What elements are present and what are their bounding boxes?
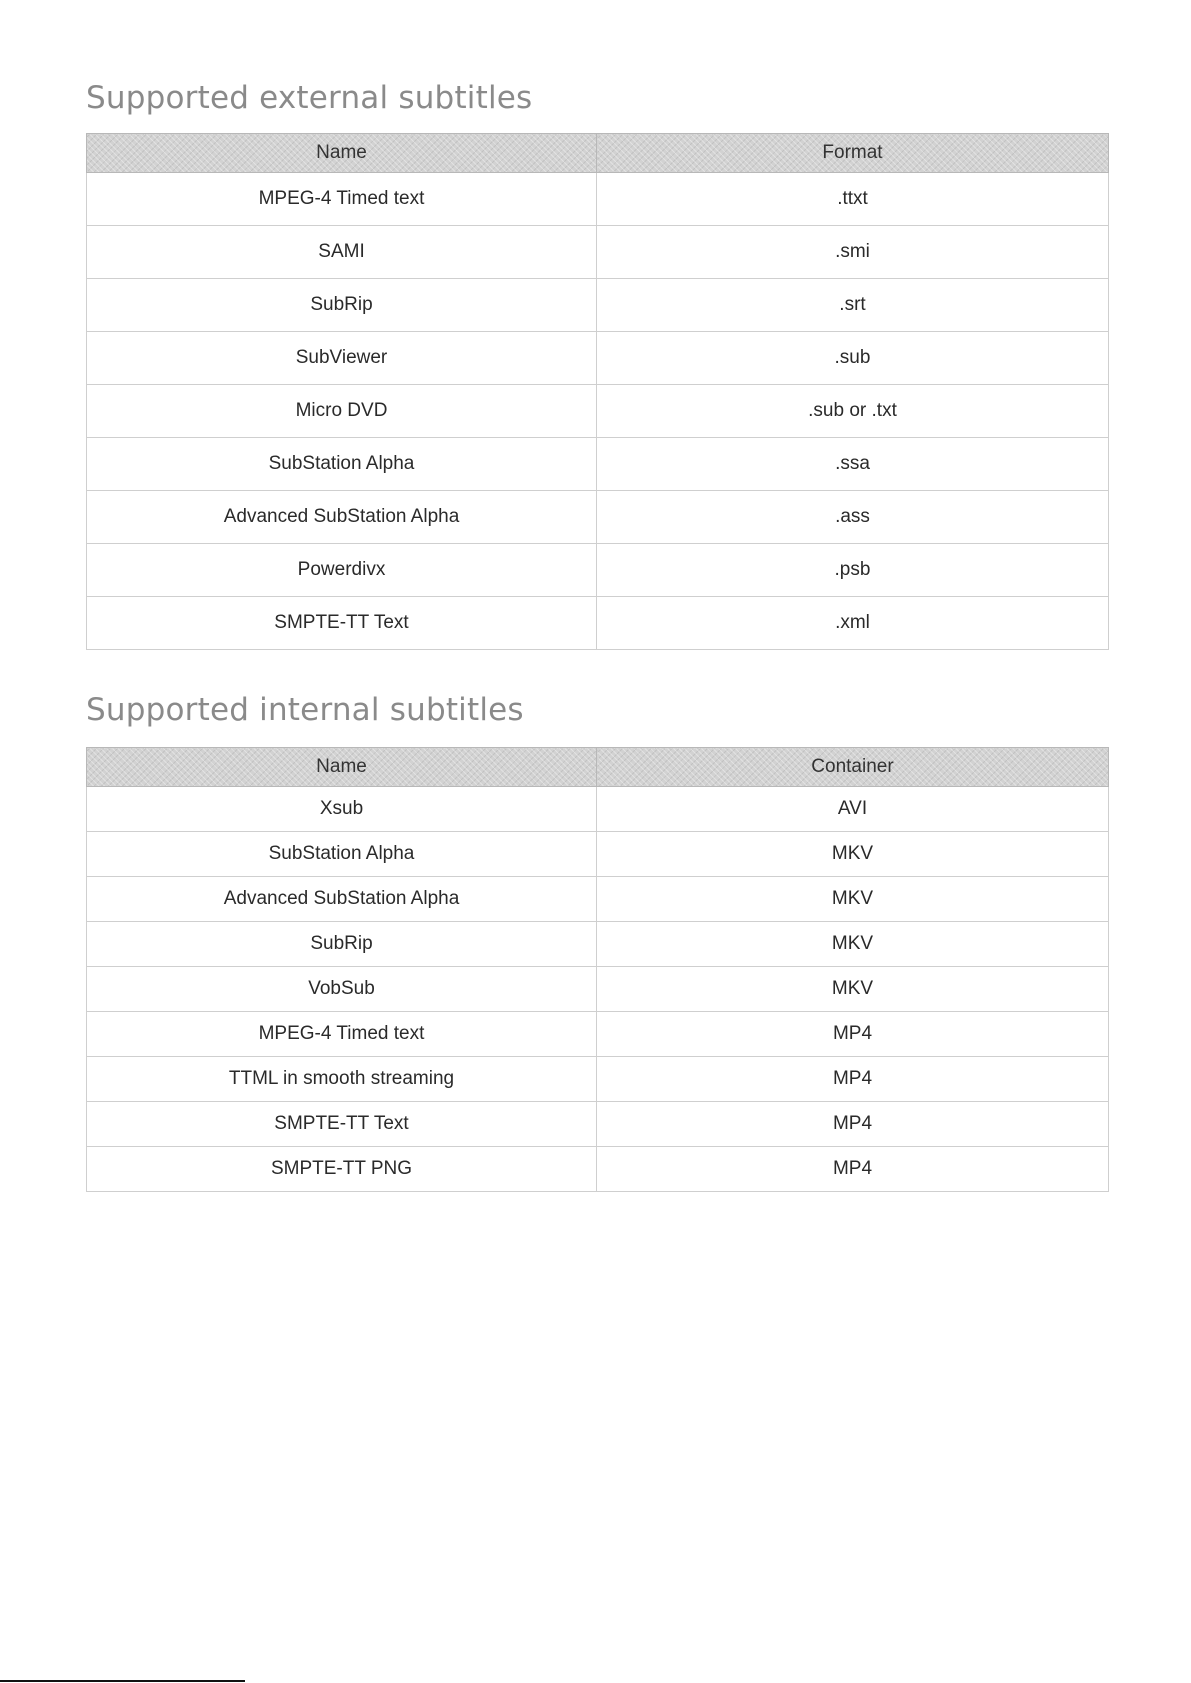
internal-subtitles-table — [86, 747, 1109, 1192]
subtitle-format-cell: .smi — [597, 226, 1109, 279]
subtitle-container-cell: MKV — [597, 967, 1109, 1012]
column-header-name: Name — [87, 748, 597, 787]
table-row — [87, 438, 1109, 491]
subtitle-format-cell: .xml — [597, 597, 1109, 650]
table-row — [87, 279, 1109, 332]
column-header-name: Name — [87, 134, 597, 173]
subtitle-format-cell: .ttxt — [597, 173, 1109, 226]
subtitle-container-cell: MP4 — [597, 1102, 1109, 1147]
subtitle-format-cell: .srt — [597, 279, 1109, 332]
section-title-external-subtitles: Supported external subtitles — [86, 80, 533, 116]
subtitle-name-cell: VobSub — [87, 967, 597, 1012]
table-row — [87, 787, 1109, 832]
subtitle-format-cell: .sub — [597, 332, 1109, 385]
column-header-container: Container — [597, 748, 1109, 787]
table-row — [87, 922, 1109, 967]
table-row — [87, 967, 1109, 1012]
subtitle-format-cell: .psb — [597, 544, 1109, 597]
footnote-rule — [0, 1680, 245, 1682]
table-row — [87, 173, 1109, 226]
subtitle-container-cell: MP4 — [597, 1147, 1109, 1192]
subtitle-name-cell: SMPTE-TT Text — [87, 597, 597, 650]
subtitle-name-cell: SubRip — [87, 922, 597, 967]
subtitle-name-cell: TTML in smooth streaming — [87, 1057, 597, 1102]
subtitle-name-cell: SubRip — [87, 279, 597, 332]
subtitle-name-cell: MPEG-4 Timed text — [87, 1012, 597, 1057]
table-row — [87, 1057, 1109, 1102]
subtitle-container-cell: AVI — [597, 787, 1109, 832]
subtitle-name-cell: Powerdivx — [87, 544, 597, 597]
table-row — [87, 544, 1109, 597]
table-row — [87, 597, 1109, 650]
subtitle-name-cell: SubStation Alpha — [87, 832, 597, 877]
table-row — [87, 385, 1109, 438]
table-row — [87, 332, 1109, 385]
subtitle-name-cell: Micro DVD — [87, 385, 597, 438]
table-row — [87, 1012, 1109, 1057]
table-row — [87, 1147, 1109, 1192]
subtitle-name-cell: SubStation Alpha — [87, 438, 597, 491]
subtitle-container-cell: MKV — [597, 877, 1109, 922]
subtitle-name-cell: SMPTE-TT PNG — [87, 1147, 597, 1192]
subtitle-format-cell: .ssa — [597, 438, 1109, 491]
column-header-format: Format — [597, 134, 1109, 173]
section-title-internal-subtitles: Supported internal subtitles — [86, 692, 524, 728]
subtitle-name-cell: SubViewer — [87, 332, 597, 385]
subtitle-name-cell: Advanced SubStation Alpha — [87, 877, 597, 922]
subtitle-container-cell: MP4 — [597, 1057, 1109, 1102]
subtitle-container-cell: MKV — [597, 832, 1109, 877]
subtitle-format-cell: .ass — [597, 491, 1109, 544]
table-header-row — [87, 134, 1109, 173]
subtitle-name-cell: Advanced SubStation Alpha — [87, 491, 597, 544]
table-row — [87, 226, 1109, 279]
table-row — [87, 877, 1109, 922]
table-row — [87, 491, 1109, 544]
subtitle-container-cell: MKV — [597, 922, 1109, 967]
subtitle-format-cell: .sub or .txt — [597, 385, 1109, 438]
subtitle-container-cell: MP4 — [597, 1012, 1109, 1057]
subtitle-name-cell: SAMI — [87, 226, 597, 279]
table-row — [87, 832, 1109, 877]
subtitle-name-cell: SMPTE-TT Text — [87, 1102, 597, 1147]
table-row — [87, 1102, 1109, 1147]
external-subtitles-table — [86, 133, 1109, 650]
subtitle-name-cell: MPEG-4 Timed text — [87, 173, 597, 226]
subtitle-name-cell: Xsub — [87, 787, 597, 832]
table-header-row — [87, 748, 1109, 787]
